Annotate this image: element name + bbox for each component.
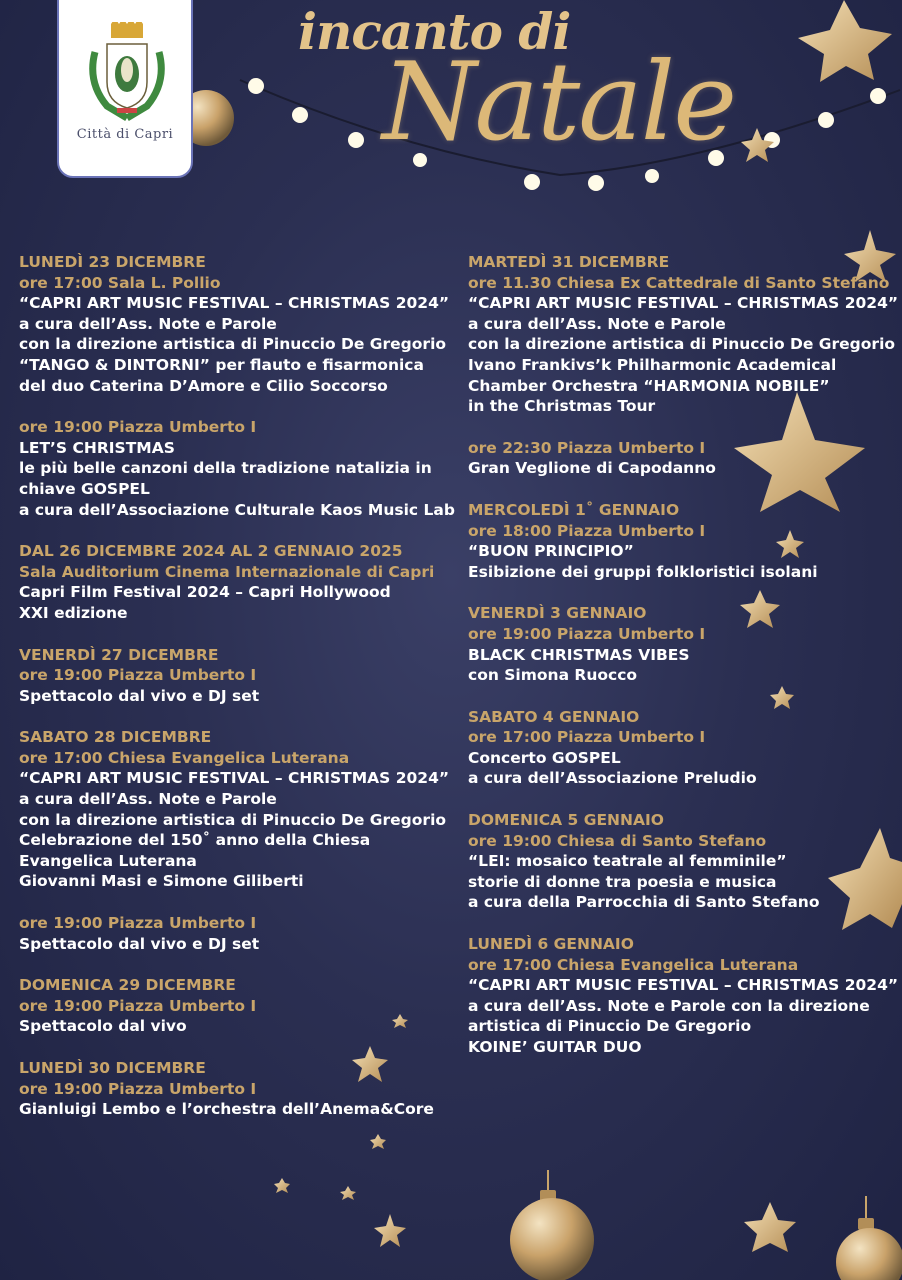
event-time-place: ore 17:00 Piazza Umberto I	[468, 728, 706, 747]
event-text: Ivano Frankivs’k Philharmonic Academical	[468, 355, 837, 374]
event-block	[19, 645, 459, 707]
left-event-column	[19, 252, 459, 1141]
event-time-place: ore 19:00 Piazza Umberto I	[468, 624, 706, 643]
event-time-place: ore 19:00 Chiesa di Santo Stefano	[468, 831, 767, 850]
bottom-ornament-icons	[510, 1170, 902, 1280]
event-text: artistica di Pinuccio De Gregorio	[468, 1017, 752, 1036]
event-text: “CAPRI ART MUSIC FESTIVAL – CHRISTMAS 2024”	[19, 769, 450, 788]
event-text: a cura dell’Associazione Culturale Kaos Music Lab	[19, 500, 455, 519]
event-text: LET’S CHRISTMAS	[19, 438, 175, 457]
event-text: Spettacolo dal vivo e DJ set	[19, 934, 260, 953]
event-text: del duo Caterina D’Amore e Cilio Soccorso	[19, 376, 388, 395]
event-block	[19, 727, 459, 892]
event-text: Gianluigi Lembo e l’orchestra dell’Anema&Core	[19, 1100, 434, 1119]
title-incanto: incanto di	[298, 2, 571, 61]
event-text: con Simona Ruocco	[468, 666, 638, 685]
event-text: Concerto GOSPEL	[468, 748, 621, 767]
event-date: MARTEDÌ 31 DICEMBRE	[468, 253, 670, 271]
event-text: a cura dell’Ass. Note e Parole con la direzione	[468, 996, 870, 1015]
event-time-place: ore 17:00 Chiesa Evangelica Luterana	[468, 955, 799, 974]
event-time-place: ore 19:00 Piazza Umberto I	[19, 914, 257, 933]
event-text: Giovanni Masi e Simone Giliberti	[19, 872, 304, 891]
event-text: chiave GOSPEL	[19, 479, 150, 498]
event-text: a cura della Parrocchia di Santo Stefano	[468, 893, 820, 912]
event-block	[19, 417, 459, 520]
event-time-place: ore 19:00 Piazza Umberto I	[19, 666, 257, 685]
event-text: a cura dell’Ass. Note e Parole	[468, 314, 726, 333]
event-text: “TANGO & DINTORNI” per flauto e fisarmonica	[19, 355, 424, 374]
event-text: in the Christmas Tour	[468, 397, 656, 416]
event-block	[468, 603, 898, 685]
event-date: SABATO 4 GENNAIO	[468, 707, 640, 726]
event-text: Spettacolo dal vivo e DJ set	[19, 686, 260, 705]
event-time-place: ore 18:00 Piazza Umberto I	[468, 521, 706, 540]
event-date: DAL 26 DICEMBRE 2024 AL 2 GENNAIO 2025	[19, 542, 403, 561]
event-block	[19, 1058, 459, 1120]
city-name: Città di Capri	[76, 127, 174, 142]
event-text: Chamber Orchestra “HARMONIA NOBILE”	[468, 376, 830, 395]
event-date: DOMENICA 5 GENNAIO	[468, 811, 664, 830]
event-date: VENERDÌ 3 GENNAIO	[468, 604, 647, 623]
event-text: Celebrazione del 150˚ anno della Chiesa	[19, 831, 371, 850]
event-time-place: ore 22:30 Piazza Umberto I	[468, 438, 706, 457]
event-text: con la direzione artistica di Pinuccio De Gregorio	[468, 335, 896, 354]
event-text: Esibizione dei gruppi folkloristici isolani	[468, 562, 818, 581]
event-time-place: ore 11.30 Chiesa Ex Cattedrale di Santo Stefano	[468, 273, 890, 292]
event-text: “CAPRI ART MUSIC FESTIVAL – CHRISTMAS 2024”	[19, 294, 450, 313]
event-date: LUNEDÌ 6 GENNAIO	[468, 935, 634, 954]
event-text: con la direzione artistica di Pinuccio De Gregorio	[19, 810, 447, 829]
event-date: DOMENICA 29 DICEMBRE	[19, 976, 236, 995]
event-text: “LEI: mosaico teatrale al femminile”	[468, 852, 787, 871]
city-crest-icon	[83, 22, 171, 122]
event-time-place: ore 17:00 Chiesa Evangelica Luterana	[19, 748, 350, 767]
event-block	[468, 252, 898, 417]
event-date: SABATO 28 DICEMBRE	[19, 728, 212, 747]
event-block	[468, 438, 898, 479]
event-text: storie di donne tra poesia e musica	[468, 872, 777, 891]
event-date: LUNEDÌ 23 DICEMBRE	[19, 253, 206, 271]
right-event-column	[468, 252, 898, 1079]
event-block	[468, 500, 898, 582]
event-text: XXI edizione	[19, 603, 128, 622]
event-date: LUNEDÌ 30 DICEMBRE	[19, 1059, 206, 1077]
event-date: MERCOLEDÌ 1˚ GENNAIO	[468, 500, 680, 519]
event-time-place: ore 19:00 Piazza Umberto I	[19, 1079, 257, 1098]
event-text: “BUON PRINCIPIO”	[468, 542, 634, 561]
event-text: Capri Film Festival 2024 – Capri Hollywood	[19, 583, 391, 602]
event-text: a cura dell’Ass. Note e Parole	[19, 790, 277, 809]
event-block	[468, 934, 898, 1058]
event-text: Spettacolo dal vivo	[19, 1017, 187, 1036]
event-block	[19, 975, 459, 1037]
event-text: “CAPRI ART MUSIC FESTIVAL – CHRISTMAS 2024”	[468, 976, 899, 995]
event-text: KOINE’ GUITAR DUO	[468, 1038, 642, 1056]
event-time-place: ore 17:00 Sala L. Pollio	[19, 273, 221, 292]
event-time-place: ore 19:00 Piazza Umberto I	[19, 418, 257, 437]
event-date: VENERDÌ 27 DICEMBRE	[19, 645, 219, 664]
event-text: “CAPRI ART MUSIC FESTIVAL – CHRISTMAS 2024”	[468, 294, 899, 313]
city-logo-card	[57, 0, 193, 178]
event-text: a cura dell’Ass. Note e Parole	[19, 314, 277, 333]
event-block	[468, 810, 898, 913]
event-text: le più belle canzoni della tradizione natalizia in	[19, 459, 432, 478]
event-time-place: Sala Auditorium Cinema Internazionale di Capri	[19, 562, 435, 581]
event-text: con la direzione artistica di Pinuccio De Gregorio	[19, 335, 447, 354]
event-time-place: ore 19:00 Piazza Umberto I	[19, 996, 257, 1015]
event-block	[19, 913, 459, 954]
event-text: a cura dell’Associazione Preludio	[468, 769, 757, 788]
event-text: BLACK CHRISTMAS VIBES	[468, 645, 690, 664]
event-text: Evangelica Luterana	[19, 851, 197, 870]
event-block	[19, 541, 459, 623]
title-natale: Natale	[382, 40, 736, 165]
event-block	[19, 252, 459, 396]
event-text: Gran Veglione di Capodanno	[468, 459, 716, 478]
event-block	[468, 707, 898, 789]
